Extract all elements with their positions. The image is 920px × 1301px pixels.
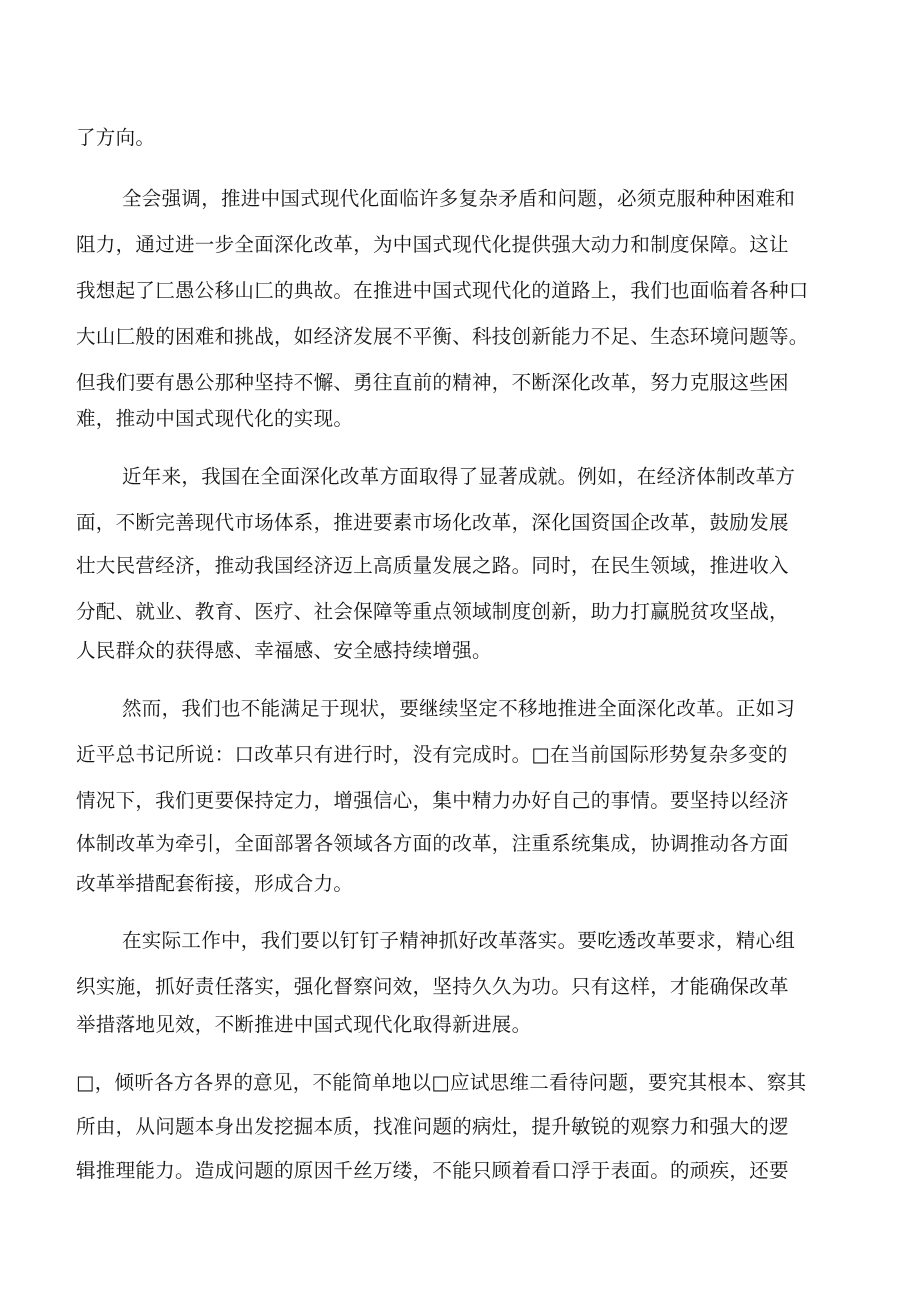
text-line: 我想起了匚愚公移山匚的典故。在推进中国式现代化的道路上，我们也面临着各种口 — [76, 279, 809, 302]
text-line: 辑推理能力。造成问题的原因千丝万缕，不能只顾着看口浮于表面。的顽疾，还要 — [76, 1159, 789, 1182]
text-line: 壮大民营经济，推动我国经济迈上高质量发展之路。同时，在民生领域，推进收入 — [76, 554, 789, 577]
text-line: 近年来，我国在全面深化改革方面取得了显著成就。例如，在经济体制改革方 — [122, 465, 796, 488]
text-line: 近平总书记所说：口改革只有进行时，没有完成时。□在当前国际形势复杂多变的 — [76, 743, 788, 766]
text-line: 情况下，我们更要保持定力，增强信心，集中精力办好自己的事情。要坚持以经济 — [76, 789, 789, 812]
text-line: 但我们要有愚公那种坚持不懈、勇往直前的精神，不断深化改革，努力克服这些困 — [76, 371, 789, 394]
text-line: 大山匚般的困难和挑战，如经济发展不平衡、科技创新能力不足、生态环境问题等。 — [76, 325, 809, 348]
text-line: 了方向。 — [76, 126, 156, 149]
text-line: □，倾听各方各界的意见，不能简单地以□应试思维二看待问题，要究其根本、察其 — [76, 1071, 807, 1094]
text-line: 难，推动中国式现代化的实现。 — [76, 407, 354, 430]
text-line: 所由，从问题本身出发挖掘本质，找准问题的病灶，提升敏锐的观察力和强大的逻 — [76, 1115, 789, 1138]
text-line: 分配、就业、教育、医疗、社会保障等重点领域制度创新，助力打赢脱贫攻坚战， — [76, 600, 789, 623]
text-line: 然而，我们也不能满足于现状，要继续坚定不移地推进全面深化改革。正如习 — [122, 697, 796, 720]
text-line: 改革举措配套衔接，形成合力。 — [76, 872, 354, 895]
text-line: 全会强调，推进中国式现代化面临许多复杂矛盾和问题，必须克服种种困难和 — [122, 187, 796, 210]
text-line: 面，不断完善现代市场体系，推进要素市场化改革，深化国资国企改革，鼓励发展 — [76, 511, 789, 534]
text-line: 举措落地见效，不断推进中国式现代化取得新进展。 — [76, 1013, 532, 1036]
text-line: 阻力，通过进一步全面深化改革，为中国式现代化提供强大动力和制度保障。这让 — [76, 233, 789, 256]
text-line: 人民群众的获得感、幸福感、安全感持续增强。 — [76, 639, 492, 662]
text-line: 体制改革为牵引，全面部署各领域各方面的改革，注重系统集成，协调推动各方面 — [76, 832, 789, 855]
text-line: 织实施，抓好责任落实，强化督察问效，坚持久久为功。只有这样，才能确保改革 — [76, 975, 789, 998]
text-line: 在实际工作中，我们要以钉钉子精神抓好改革落实。要吃透改革要求，精心组 — [122, 929, 796, 952]
